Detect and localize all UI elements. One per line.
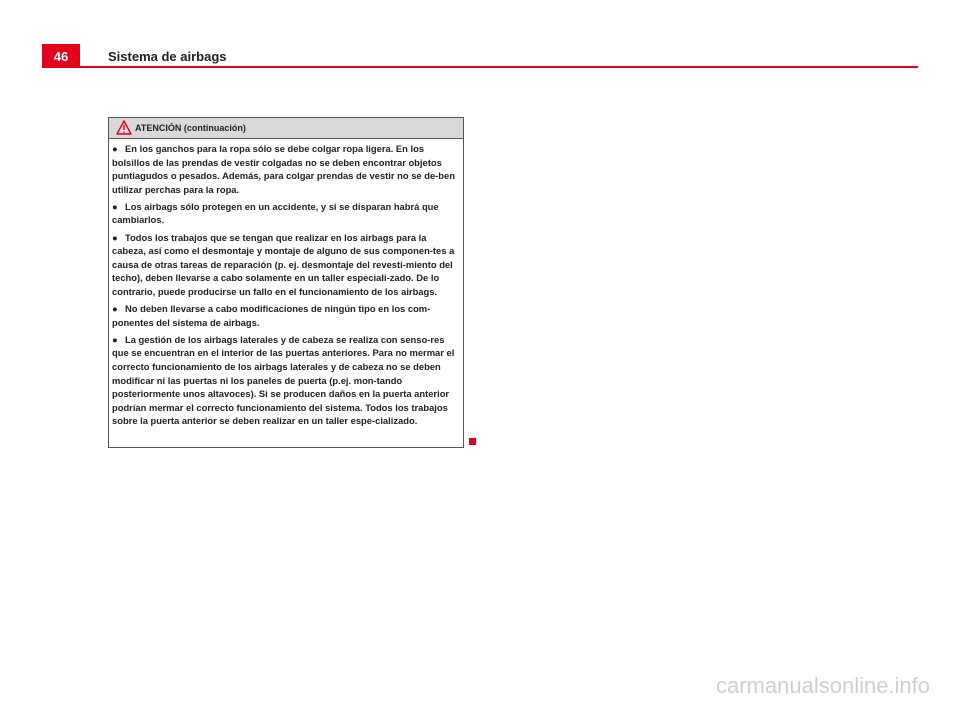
warning-item-text: Los airbags sólo protegen en un accidente, y si se disparan habrá que cambiarlos. [112,200,439,226]
bullet-icon: ● [112,231,118,243]
page-number: 46 [53,49,69,64]
warning-item [112,231,459,299]
watermark: carmanualsonline.info [716,673,931,698]
warning-item-text: En los ganchos para la ropa sólo se debe colgar ropa ligera. En los bolsillos de las prendas de vestir colgadas no se deben encontrar objetos puntiagudos o pesados. Además, para colgar prendas de vestir no se de-ben utilizar perchas para la ropa. [112,143,455,195]
warning-item [112,333,459,428]
warning-body [109,139,463,428]
warning-item-text: No deben llevarse a cabo modificaciones de ningún tipo en los com-ponentes del sistema de airbags. [112,303,431,328]
warning-triangle-icon [116,120,132,135]
section-end-marker [469,438,476,445]
warning-item [112,302,459,329]
bullet-icon: ● [112,303,118,315]
bullet-icon: ● [112,200,118,212]
warning-item-text: Todos los trabajos que se tengan que realizar en los airbags para la cabeza, así como el desmontaje y montaje de alguno de sus componen-tes a causa de otras tareas de reparación (p. ej. desmontaje del revesti-miento del techo), deben llevarse a cabo solamente en un taller especiali-zado. De lo contrario, puede producirse un fallo en el funcionamiento de los airbags. [112,231,455,297]
warning-item [112,200,459,227]
warning-item-text: La gestión de los airbags laterales y de cabeza se realiza con senso-res que se encuentran en el interior de las puertas anteriores. Para no mermar el correcto funcionamiento de los airbags laterales y de cabeza no se deben modificar ni las puertas ni los paneles de puerta (p.ej. mon-tando posteriormente unos altavoces). Si se producen daños en la puerta anterior podrían mermar el correcto funcionamiento del sistema. Todos los trabajos sobre la puerta anterior se deben realizar en un taller espe-cializado. [112,333,455,427]
warning-header [109,118,463,139]
bullet-icon: ● [112,333,118,345]
warning-box [108,117,464,448]
header-rule [80,66,918,68]
warning-item [112,142,459,196]
bullet-icon: ● [112,143,118,154]
warning-title: ATENCIÓN (continuación) [135,123,246,133]
page-title: Sistema de airbags [108,49,227,64]
